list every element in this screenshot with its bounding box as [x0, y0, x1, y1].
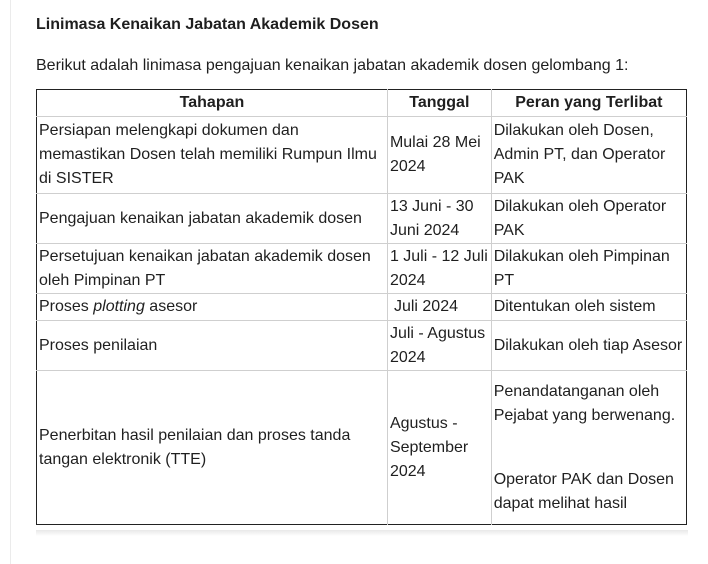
table-row — [37, 371, 687, 525]
left-divider — [10, 0, 11, 564]
role-spacer — [494, 428, 684, 468]
cell-date: Agustus - September 2024 — [387, 371, 491, 525]
cell-role: Dilakukan oleh Pimpinan PT — [491, 244, 686, 294]
table-bottom-shadow — [36, 530, 688, 536]
table-row — [37, 321, 687, 371]
cell-stage — [37, 294, 388, 321]
cell-role — [491, 371, 686, 525]
header-tanggal: Tanggal — [387, 90, 491, 117]
content-area — [36, 14, 688, 525]
table-row — [37, 294, 687, 321]
table-row — [37, 194, 687, 244]
cell-stage: Penerbitan hasil penilaian dan proses tanda tangan elektronik (TTE) — [37, 371, 388, 525]
role-line-2: Operator PAK dan Dosen dapat melihat hasil — [493, 470, 674, 512]
table-row — [37, 244, 687, 294]
table-row — [37, 117, 687, 194]
cell-date: 13 Juni - 30 Juni 2024 — [387, 194, 491, 244]
intro-paragraph: Berikut adalah linimasa pengajuan kenaikan jabatan akademik dosen gelombang 1: — [36, 57, 629, 74]
cell-date: 1 Juli - 12 Juli 2024 — [387, 244, 491, 294]
cell-role: Dilakukan oleh Dosen, Admin PT, dan Operator PAK — [491, 117, 686, 194]
header-tahapan: Tahapan — [37, 90, 388, 117]
table-header-row — [37, 90, 687, 117]
cell-stage: Persetujuan kenaikan jabatan akademik dosen oleh Pimpinan PT — [37, 244, 388, 294]
stage-emphasis: plotting — [93, 298, 145, 315]
cell-date: Mulai 28 Mei 2024 — [387, 117, 491, 194]
cell-role: Dilakukan oleh Operator PAK — [491, 194, 686, 244]
header-peran: Peran yang Terlibat — [491, 90, 686, 117]
cell-stage: Proses penilaian — [37, 321, 388, 371]
timeline-table — [36, 89, 687, 525]
cell-date: Juli - Agustus 2024 — [387, 321, 491, 371]
cell-stage: Persiapan melengkapi dokumen dan memastikan Dosen telah memiliki Rumpun Ilmu di SISTER — [37, 117, 388, 194]
role-line-1: Penandatanganan oleh Pejabat yang berwenang. — [493, 382, 676, 424]
cell-role: Dilakukan oleh tiap Asesor — [491, 321, 686, 371]
cell-date: Juli 2024 — [387, 294, 491, 321]
cell-stage: Pengajuan kenaikan jabatan akademik dosen — [37, 194, 388, 244]
stage-suffix: asesor — [144, 298, 198, 315]
cell-role: Ditentukan oleh sistem — [491, 294, 686, 321]
stage-prefix: Proses — [39, 298, 94, 315]
section-title: Linimasa Kenaikan Jabatan Akademik Dosen — [36, 16, 379, 33]
